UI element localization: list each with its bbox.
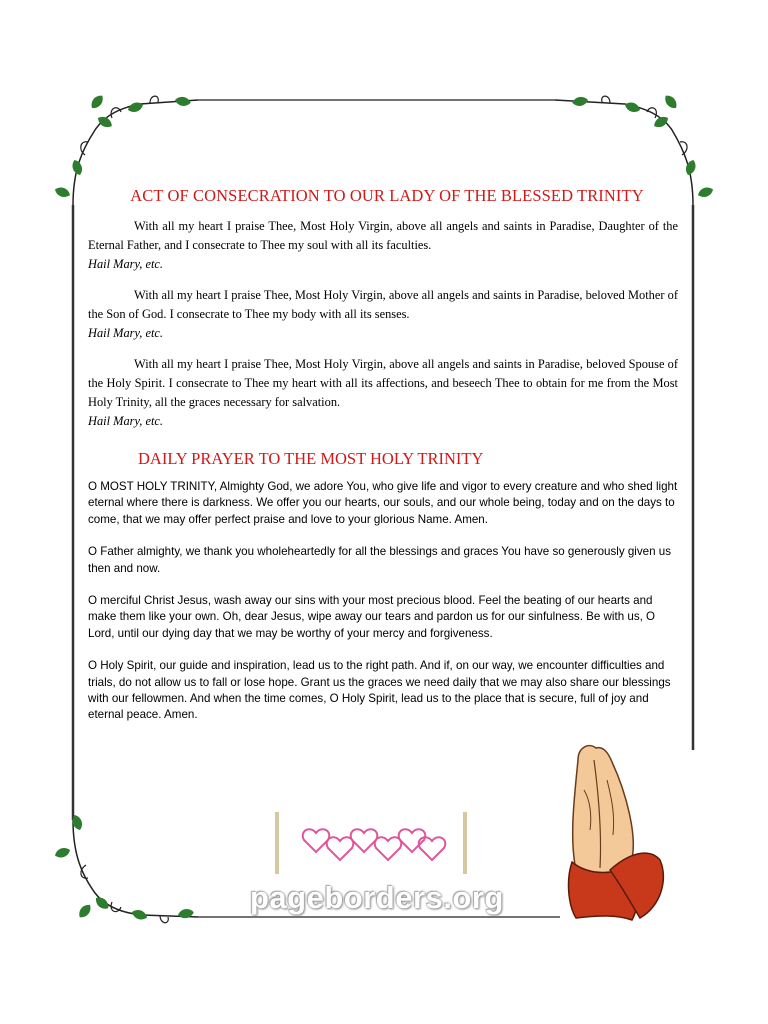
hail-mary-closing-2: Hail Mary, etc. xyxy=(88,326,164,340)
praying-hands-icon xyxy=(569,746,664,920)
vine-corner-icon xyxy=(53,813,198,922)
hail-mary-closing-3: Hail Mary, etc. xyxy=(88,414,164,428)
daily-prayer-paragraph-1: O MOST HOLY TRINITY, Almighty God, we adore You, who give life and vigor to every creature and who shed light eternal where there is darkness. We offer you our hearts, our souls, and our whole being, today and on the days to come, that we may offer perfect praise and love to your glorious Name. Amen. xyxy=(88,480,678,526)
consecration-paragraph-1: With all my heart I praise Thee, Most Holy Virgin, above all angels and saints in Paradise, Daughter of the Eternal Father, and I consecrate to Thee my soul with all its faculties. xyxy=(88,219,678,252)
daily-prayer-paragraph-3: O merciful Christ Jesus, wash away our sins with your most precious blood. Feel the beating of our hearts and make them like your own. Oh, dear Jesus, wipe away our tears and pardon us for our sinfulness. Be with us, O Lord, until our dying day that we may be worthy of your mercy and forgiveness. xyxy=(88,594,656,640)
consecration-paragraph-2: With all my heart I praise Thee, Most Holy Virgin, above all angels and saints in Paradise, beloved Mother of the Son of God. I consecrate to Thee my body with all its senses. xyxy=(88,288,678,321)
watermark: pageborders.org xyxy=(250,880,504,915)
consecration-title: ACT OF CONSECRATION TO OUR LADY OF THE BLESSED TRINITY xyxy=(130,186,644,205)
daily-prayer-title: DAILY PRAYER TO THE MOST HOLY TRINITY xyxy=(138,449,484,468)
prayer-document xyxy=(88,186,678,740)
daily-prayer-paragraph-2: O Father almighty, we thank you wholeheartedly for all the blessings and graces You have so generously given us then and now. xyxy=(88,545,672,575)
consecration-paragraph-3: With all my heart I praise Thee, Most Holy Virgin, above all angels and saints in Paradise, beloved Spouse of the Holy Spirit. I consecrate to Thee my heart with all its affections, and beseech Thee to obtain for me from the Most Holy Trinity, all the graces necessary for salvation. xyxy=(88,357,678,409)
hail-mary-closing-1: Hail Mary, etc. xyxy=(88,257,164,271)
daily-prayer-paragraph-4: O Holy Spirit, our guide and inspiration, lead us to the right path. And if, on our way, we encounter difficulties and trials, do not allow us to fall or lose hope. Grant us the graces we need daily that we may also share our blessings with our fellowmen. And when the time comes, O Holy Spirit, lead us to the place that is secure, full of joy and eternal peace. Amen. xyxy=(88,659,671,722)
hearts-chain-icon xyxy=(275,812,467,874)
